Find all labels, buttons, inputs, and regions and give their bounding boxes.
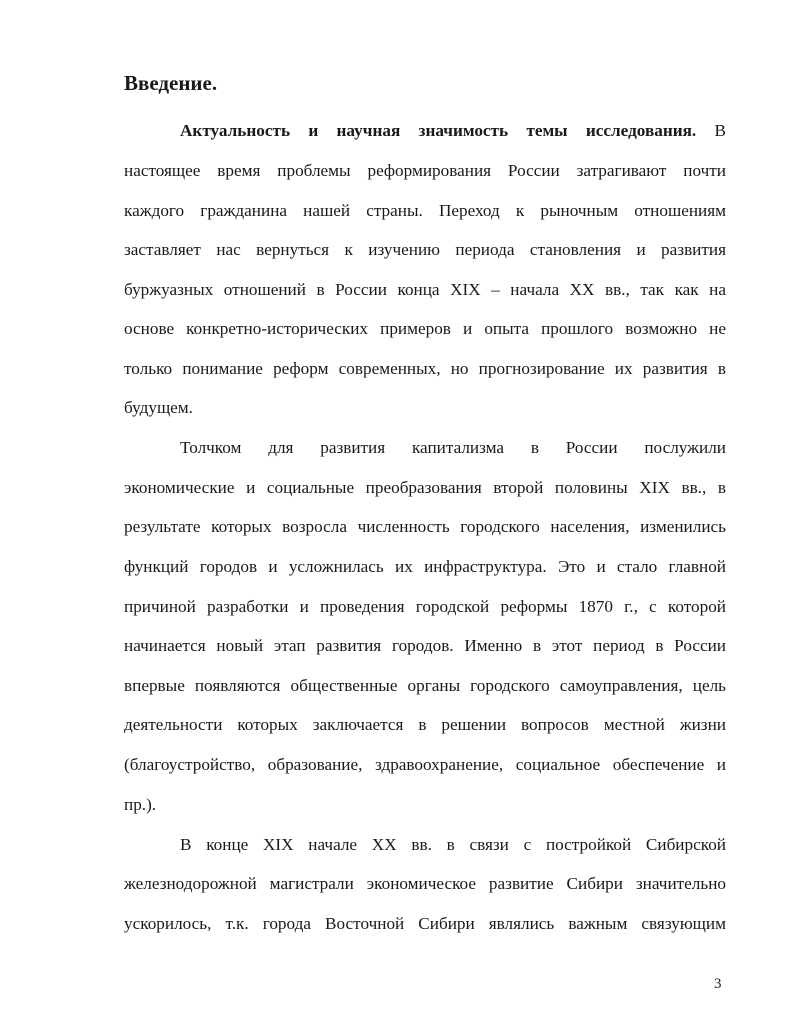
text-line: начинается новый этап развития городов. Именно в этот период в России	[124, 636, 726, 655]
text-line: результате которых возросла численность городского населения, изменились	[124, 517, 726, 536]
text-line: Толчком для развития капитализма в России послужили	[180, 438, 726, 457]
text-line: причиной разработки и проведения городской реформы 1870 г., с которой	[124, 597, 726, 616]
text-line: железнодорожной магистрали экономическое развитие Сибири значительно	[124, 874, 726, 893]
text-line: заставляет нас вернуться к изучению периода становления и развития	[124, 240, 726, 259]
text-line	[180, 120, 726, 142]
text-line: только понимание реформ современных, но прогнозирование их развития в	[124, 359, 726, 378]
text-line: ускорилось, т.к. города Восточной Сибири являлись важным связующим	[124, 914, 726, 933]
text-line: функций городов и усложнилась их инфраструктура. Это и стало главной	[124, 557, 726, 576]
text-line: пр.).	[124, 795, 157, 814]
text-line: будущем.	[124, 398, 193, 417]
text-line: буржуазных отношений в России конца XIX – начала XX вв., так как на	[124, 280, 726, 299]
text-line: экономические и социальные преобразования второй половины XIX вв., в	[124, 478, 726, 497]
text-line: деятельности которых заключается в решении вопросов местной жизни	[124, 715, 726, 734]
section-heading: Введение.	[124, 71, 218, 95]
text-line: каждого гражданина нашей страны. Переход к рыночным отношениям	[124, 201, 726, 220]
text-line: основе конкретно-исторических примеров и опыта прошлого возможно не	[124, 319, 726, 338]
text-line: В конце XIX начале XX вв. в связи с постройкой Сибирской	[180, 835, 726, 854]
text-line: настоящее время проблемы реформирования России затрагивают почти	[124, 161, 726, 180]
text-line: (благоустройство, образование, здравоохранение, социальное обеспечение и	[124, 755, 726, 774]
page-number: 3	[714, 976, 722, 992]
text-line: впервые появляются общественные органы городского самоуправления, цель	[124, 676, 726, 695]
bold-lead-phrase: Актуальность и научная значимость темы исследования.	[180, 121, 697, 140]
text-fragment: В	[696, 121, 726, 140]
